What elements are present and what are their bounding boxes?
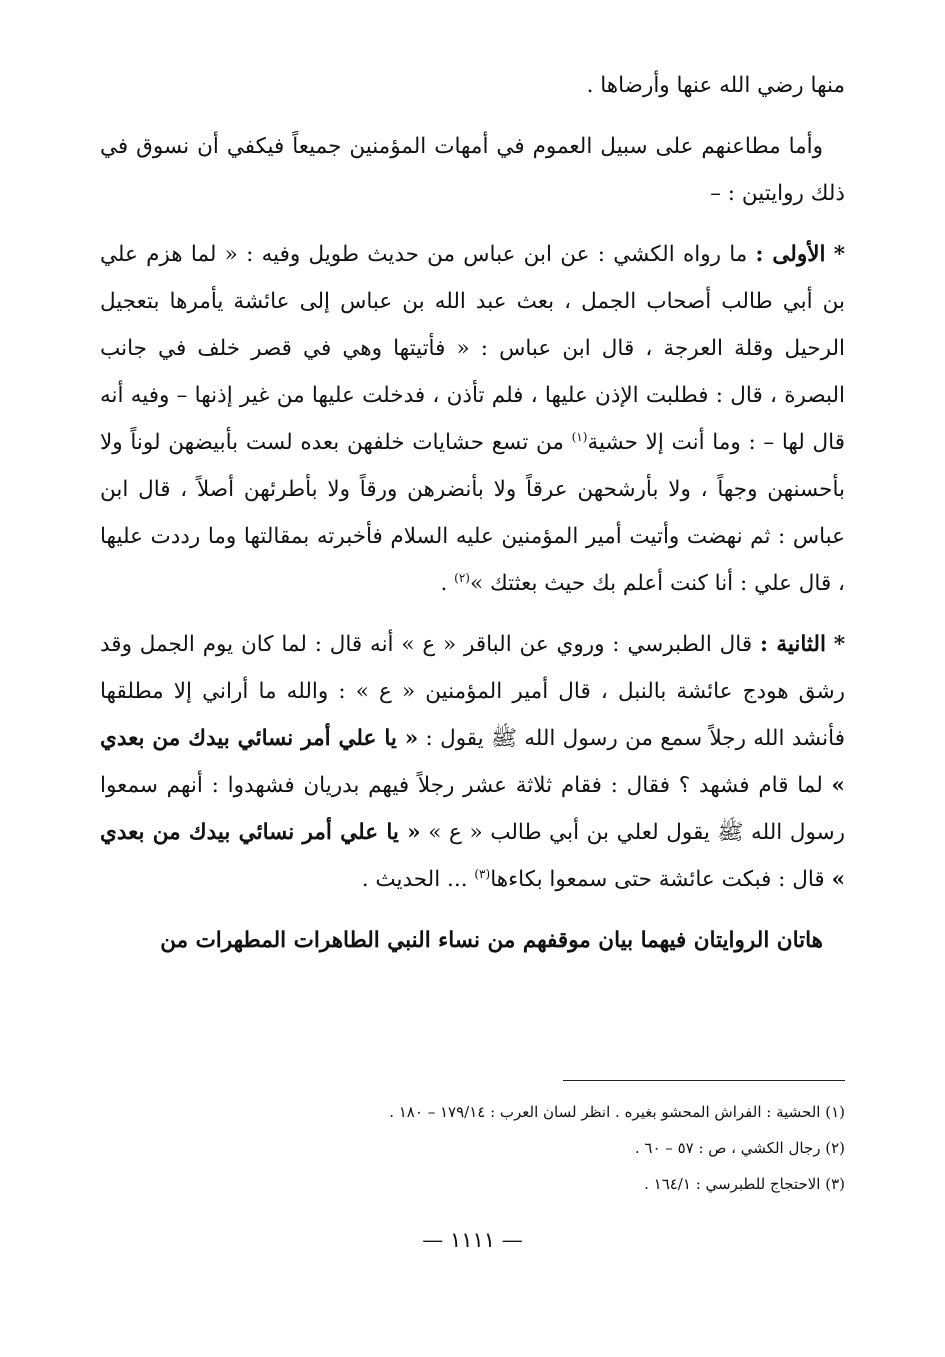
footnote-1: (١) الحشية : الفراش المحشو بغيره . انظر لسان العرب : ١٧٩/١٤ – ١٨٠ . — [389, 1103, 845, 1121]
narration-label-first: الأولى : — [755, 242, 826, 267]
narration-text: من تسع حشايات خلفهن بعده لست بأبيضهن لوناً ولا بأحسنهن وجهاً ، ولا بأرشحهن عرقاً ولا بأنضرهن ورقاً ولا بأطرئهن أصلاً ، قال ابن عباس : ثم نهضت وأتيت أمير المؤمنين عليه السلام فأخبرته بمقالتها وما رددت عليها ، قال علي : أنا كنت أعلم بك حيث بعثتك » — [100, 430, 845, 596]
footnote-3: (٣) الاحتجاج للطبرسي : ١٦٤/١ . — [644, 1175, 845, 1193]
narration-text: قال الطبرسي : وروي عن الباقر « ع » أنه قال : لما كان يوم الجمل وقد رشق هودج عائشة بالنبل ، قال أمير المؤمنين « ع » : والله ما أراني إلا مطلقها فأنشد الله رجلاً سمع من رسول الله ﷺ يقول : — [100, 632, 845, 751]
paragraph-general-criticisms: وأما مطاعنهم على سبيل العموم في أمهات المؤمنين جميعاً فيكفي أن نسوق في ذلك روايتين : – — [100, 134, 845, 206]
narration-end: ... الحديث . — [361, 867, 475, 892]
narration-text: لما قام فشهد ؟ فقال : فقام ثلاثة عشر رجلاً فيهم بدريان فشهدوا : أنهم سمعوا رسول الله ﷺ يقول لعلي بن أبي طالب « ع » — [100, 773, 845, 845]
narration-first — [100, 231, 845, 607]
narration-end: . — [440, 571, 455, 596]
narration-star: * — [833, 242, 845, 267]
narration-text: ما رواه الكشي : عن ابن عباس من حديث طويل وفيه : « لما هزم علي بن أبي طالب أصحاب الجمل ، بعث عبد الله بن عباس إلى عائشة يأمرها بتعجيل الرحيل وقلة العرجة ، قال ابن عباس : « فأتيتها وهي في قصر خلف في جانب البصرة ، قال : فطلبت الإذن عليها ، فلم تأذن ، فدخلت عليها من غير إذنها – وفيه أنه قال لها – : وما أنت إلا حشية — [100, 242, 845, 455]
paragraph-opening: منها رضي الله عنها وأرضاها . — [586, 73, 845, 98]
footnote-ref-1: (١) — [571, 429, 588, 444]
footnotes — [100, 1094, 845, 1202]
footnote-2: (٢) رجال الكشي ، ص : ٥٧ – ٦٠ . — [634, 1139, 845, 1157]
page-number: — ١١١١ — — [422, 1228, 523, 1252]
narration-star: * — [833, 632, 845, 657]
narration-second — [100, 621, 845, 903]
narration-label-second: الثانية : — [759, 632, 826, 657]
narration-text: قال : فبكت عائشة حتى سمعوا بكاءها — [490, 867, 825, 892]
paragraph-closing: هاتان الروايتان فيهما بيان موقفهم من نساء النبي الطاهرات المطهرات من — [160, 928, 823, 953]
quoted-hadith: « يا علي أمر نسائي بيدك من بعدي » — [100, 726, 845, 798]
footnote-ref-2: (٢) — [454, 570, 470, 585]
main-text — [100, 62, 845, 964]
footnote-ref-3: (٣) — [474, 866, 491, 881]
quoted-hadith: « يا علي أمر نسائي بيدك من بعدي » — [100, 820, 845, 892]
footnote-divider — [563, 1080, 845, 1081]
